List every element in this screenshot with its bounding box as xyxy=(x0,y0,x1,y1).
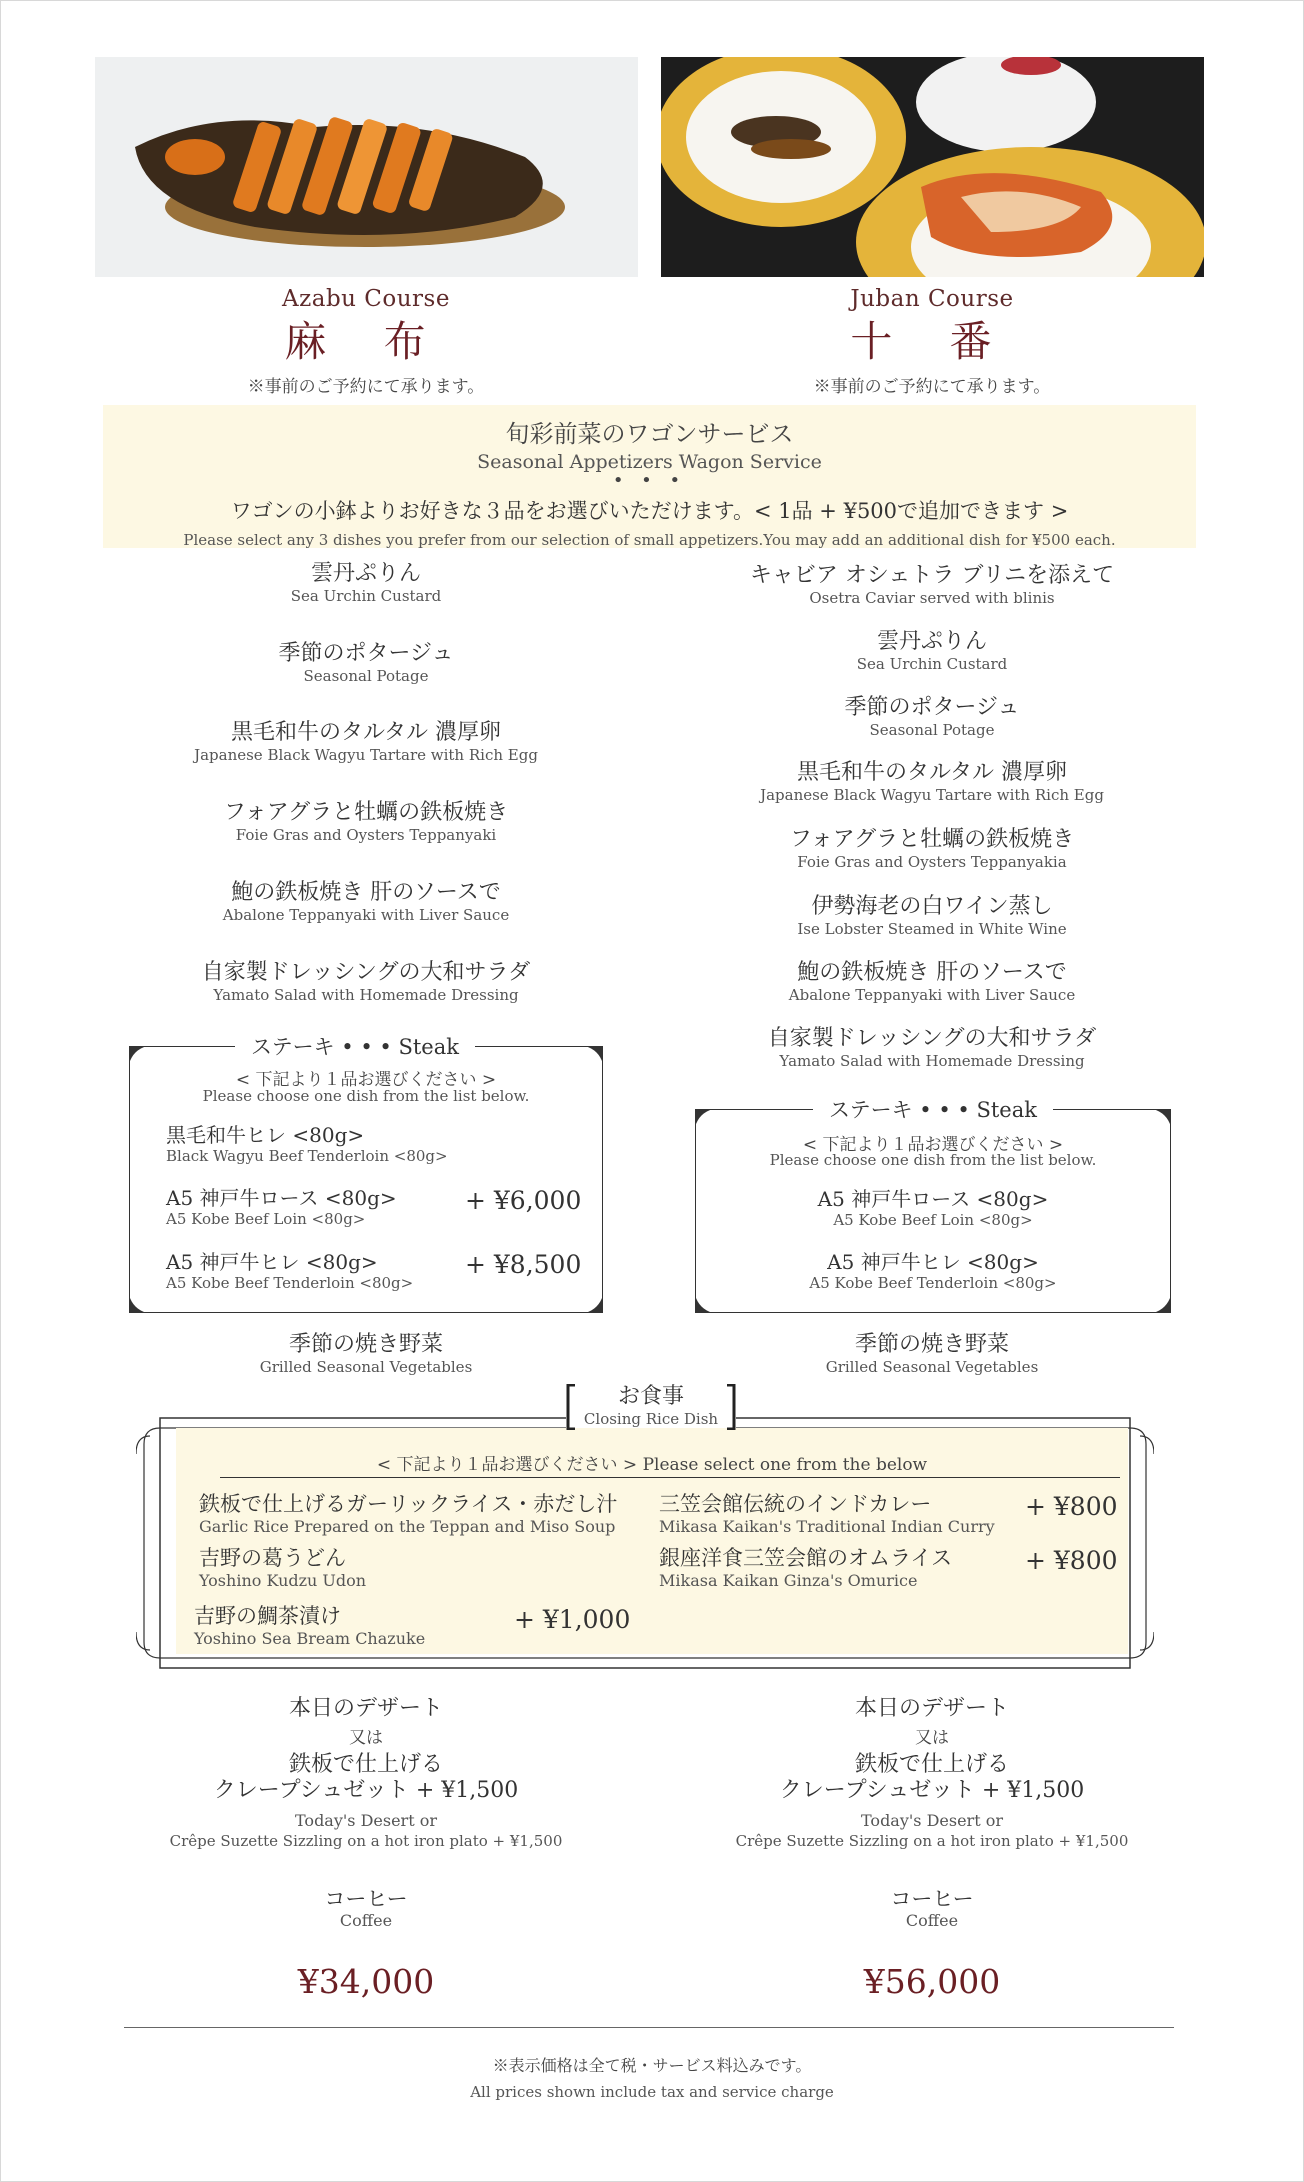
item-en: Foie Gras and Oysters Teppanyaki xyxy=(235,826,497,844)
item-en: Coffee xyxy=(905,1911,959,1930)
steak-item xyxy=(166,1250,413,1292)
footer-divider xyxy=(124,2027,1174,2028)
footer-note-en: All prices shown include tax and service charge xyxy=(470,2083,834,2101)
item-en: Coffee xyxy=(339,1911,393,1930)
item-jp: 自家製ドレッシングの大和サラダ xyxy=(767,1026,1097,1051)
item-jp: 三笠会館伝統のインドカレー xyxy=(659,1492,932,1516)
menu-item xyxy=(652,827,1212,871)
juban-steak-box xyxy=(695,1098,1171,1313)
item-jp: 吉野の鯛茶漬け xyxy=(194,1604,341,1628)
corner-ornament xyxy=(129,1295,147,1313)
item-jp: 季節のポタージュ xyxy=(844,695,1020,720)
rice-item xyxy=(659,1492,995,1536)
dessert-block xyxy=(86,1694,646,1851)
item-en: Abalone Teppanyaki with Liver Sauce xyxy=(788,986,1076,1004)
footer-note-jp: ※表示価格は全て税・サービス料込みです。 xyxy=(492,2056,812,2075)
item-jp: 鉄板で仕上げるガーリックライス・赤だし汁 xyxy=(199,1492,618,1516)
menu-item xyxy=(86,641,646,685)
dessert-block xyxy=(652,1694,1212,1851)
item-en: A5 Kobe Beef Loin <80g> xyxy=(166,1210,366,1228)
item-en: A5 Kobe Beef Loin <80g> xyxy=(833,1211,1033,1229)
abalone-photo xyxy=(95,57,638,277)
menu-item xyxy=(652,1026,1212,1070)
rice-title-en: Closing Rice Dish xyxy=(583,1410,719,1428)
item-en: Yoshino Kudzu Udon xyxy=(199,1571,367,1590)
azabu-steak-box xyxy=(129,1035,603,1313)
item-jp: コーヒー xyxy=(890,1887,974,1911)
wagon-desc-jp: ワゴンの小鉢よりお好きな３品をお選びいただけます。< 1品 + ¥500で追加できます > xyxy=(230,499,1069,523)
item-jp: A5 神戸牛ロース <80g> xyxy=(817,1187,1049,1211)
course-price: ¥56,000 xyxy=(863,1962,1001,2001)
item-jp: 黒毛和牛のタルタル 濃厚卵 xyxy=(796,760,1068,785)
item-en: Sea Urchin Custard xyxy=(290,587,442,605)
dessert-line: クレープシュゼット + ¥1,500 xyxy=(779,1778,1085,1803)
item-jp: フォアグラと牡蠣の鉄板焼き xyxy=(789,827,1075,852)
course-plates-photo xyxy=(661,57,1204,277)
dessert-line: クレープシュゼット + ¥1,500 xyxy=(213,1778,519,1803)
menu-item xyxy=(652,563,1212,607)
corner-ornament xyxy=(1153,1109,1171,1127)
course-name-en: Juban Course xyxy=(850,286,1014,312)
coffee-item xyxy=(652,1887,1212,1930)
item-en: Osetra Caviar served with blinis xyxy=(809,589,1055,607)
item-en: Grilled Seasonal Vegetables xyxy=(259,1358,473,1376)
item-jp: 季節の焼き野菜 xyxy=(288,1332,443,1357)
item-jp: A5 神戸牛ヒレ <80g> xyxy=(827,1250,1039,1274)
corner-ornament xyxy=(695,1295,713,1313)
steak-note-en: Please choose one dish from the list below. xyxy=(202,1087,530,1105)
item-jp: 伊勢海老の白ワイン蒸し xyxy=(811,894,1053,919)
menu-item xyxy=(652,695,1212,739)
coffee-item xyxy=(86,1887,646,1930)
corner-ornament xyxy=(1153,1295,1171,1313)
wagon-desc-en: Please select any 3 dishes you prefer from our selection of small appetizers.You may add an additional dish for ¥500 each. xyxy=(183,531,1116,549)
item-en: Sea Urchin Custard xyxy=(856,655,1008,673)
rice-item xyxy=(659,1546,952,1590)
dessert-line: 本日のデザート xyxy=(288,1696,443,1721)
menu-item xyxy=(652,894,1212,938)
item-en: Yamato Salad with Homemade Dressing xyxy=(213,986,519,1004)
wagon-dots: • • • xyxy=(612,470,687,491)
course-name-en: Azabu Course xyxy=(282,286,450,312)
item-en: Mikasa Kaikan Ginza's Omurice xyxy=(659,1571,918,1590)
item-jp: キャビア オシェトラ ブリニを添えて xyxy=(749,563,1115,588)
juban-course-header xyxy=(652,286,1212,397)
steak-title: ステーキ • • • Steak xyxy=(813,1094,1053,1124)
reservation-note: ※事前のご予約にて承ります。 xyxy=(247,377,485,397)
item-en: Japanese Black Wagyu Tartare with Rich Egg xyxy=(760,786,1104,804)
rice-price: + ¥800 xyxy=(1025,1546,1118,1575)
item-jp: 銀座洋食三笠会館のオムライス xyxy=(659,1546,953,1570)
item-jp: 季節のポタージュ xyxy=(278,641,454,666)
corner-ornament xyxy=(585,1295,603,1313)
dessert-line: Today's Desert or xyxy=(295,1811,437,1830)
wagon-service-band xyxy=(103,405,1196,548)
item-en: Foie Gras and Oysters Teppanyakia xyxy=(797,853,1067,871)
steak-item xyxy=(166,1123,448,1165)
rice-note: < 下記より１品お選びください > Please select one from the below xyxy=(376,1455,928,1475)
item-en: A5 Kobe Beef Tenderloin <80g> xyxy=(166,1274,414,1292)
item-jp: A5 神戸牛ロース <80g> xyxy=(166,1186,397,1210)
item-jp: 季節の焼き野菜 xyxy=(854,1332,1009,1357)
menu-item xyxy=(86,960,646,1004)
rice-price: + ¥1,000 xyxy=(514,1605,631,1634)
item-jp: 黒毛和牛のタルタル 濃厚卵 xyxy=(230,720,502,745)
item-en: Grilled Seasonal Vegetables xyxy=(825,1358,1039,1376)
steak-note-jp: < 下記より１品お選びください > xyxy=(802,1135,1064,1155)
item-jp: コーヒー xyxy=(324,1887,408,1911)
course-name-jp: 十 番 xyxy=(850,317,1014,366)
steak-price: + ¥6,000 xyxy=(465,1186,582,1215)
item-en: Seasonal Potage xyxy=(869,721,995,739)
corner-ornament xyxy=(695,1109,713,1127)
steak-note-jp: < 下記より１品お選びください > xyxy=(235,1070,497,1090)
item-jp: 雲丹ぷりん xyxy=(876,629,987,654)
steak-price: + ¥8,500 xyxy=(465,1250,582,1279)
steak-title: ステーキ • • • Steak xyxy=(235,1031,475,1061)
steak-note-en: Please choose one dish from the list below. xyxy=(769,1151,1097,1169)
item-en: Japanese Black Wagyu Tartare with Rich Egg xyxy=(194,746,538,764)
item-en: Ise Lobster Steamed in White Wine xyxy=(797,920,1067,938)
dessert-line: 鉄板で仕上げる xyxy=(854,1752,1009,1777)
menu-item xyxy=(86,561,646,605)
rice-divider xyxy=(220,1477,1120,1478)
item-en: Yoshino Sea Bream Chazuke xyxy=(194,1629,426,1648)
item-jp: 鮑の鉄板焼き 肝のソースで xyxy=(231,880,501,905)
rice-item xyxy=(199,1492,617,1536)
wagon-title-jp: 旬彩前菜のワゴンサービス xyxy=(505,420,794,448)
dessert-line: Today's Desert or xyxy=(861,1811,1003,1830)
dessert-line: 又は xyxy=(915,1728,949,1748)
dessert-line: 本日のデザート xyxy=(854,1696,1009,1721)
menu-item xyxy=(652,629,1212,673)
dessert-line: 又は xyxy=(349,1728,383,1748)
menu-item xyxy=(652,960,1212,1004)
dessert-line: Crêpe Suzette Sizzling on a hot iron plato + ¥1,500 xyxy=(735,1832,1129,1850)
item-jp: 吉野の葛うどん xyxy=(199,1546,346,1570)
course-name-jp: 麻 布 xyxy=(284,317,448,366)
steak-item xyxy=(696,1250,1170,1292)
item-en: Yamato Salad with Homemade Dressing xyxy=(779,1052,1085,1070)
bracket-left-icon xyxy=(566,1384,576,1430)
menu-item xyxy=(652,760,1212,804)
steak-item xyxy=(696,1187,1170,1229)
rice-item xyxy=(194,1604,425,1648)
vegetables-item xyxy=(86,1332,646,1376)
rice-title-jp: お食事 xyxy=(617,1384,684,1409)
item-en: Black Wagyu Beef Tenderloin <80g> xyxy=(166,1147,448,1165)
item-jp: フォアグラと牡蠣の鉄板焼き xyxy=(223,800,509,825)
bracket-right-icon xyxy=(726,1384,736,1430)
course-price: ¥34,000 xyxy=(297,1962,435,2001)
wagon-title-en: Seasonal Appetizers Wagon Service xyxy=(477,451,822,473)
corner-ornament xyxy=(129,1046,147,1064)
dessert-line: Crêpe Suzette Sizzling on a hot iron plato + ¥1,500 xyxy=(169,1832,563,1850)
item-en: Seasonal Potage xyxy=(303,667,429,685)
azabu-course-header xyxy=(86,286,646,397)
item-jp: 自家製ドレッシングの大和サラダ xyxy=(201,960,531,985)
rice-title xyxy=(566,1384,736,1428)
menu-item xyxy=(86,800,646,844)
reservation-note: ※事前のご予約にて承ります。 xyxy=(813,377,1051,397)
dessert-line: 鉄板で仕上げる xyxy=(288,1752,443,1777)
item-en: Garlic Rice Prepared on the Teppan and Miso Soup xyxy=(199,1517,616,1536)
menu-item xyxy=(86,880,646,924)
rice-item xyxy=(199,1546,366,1590)
item-jp: 雲丹ぷりん xyxy=(310,561,421,586)
item-jp: 黒毛和牛ヒレ <80g> xyxy=(166,1123,365,1147)
item-en: Abalone Teppanyaki with Liver Sauce xyxy=(222,906,510,924)
item-en: Mikasa Kaikan's Traditional Indian Curry xyxy=(659,1517,995,1536)
steak-item xyxy=(166,1186,397,1228)
item-jp: A5 神戸牛ヒレ <80g> xyxy=(166,1250,378,1274)
rice-price: + ¥800 xyxy=(1025,1492,1118,1521)
item-jp: 鮑の鉄板焼き 肝のソースで xyxy=(797,960,1067,985)
menu-item xyxy=(86,720,646,764)
vegetables-item xyxy=(652,1332,1212,1376)
corner-ornament xyxy=(585,1046,603,1064)
item-en: A5 Kobe Beef Tenderloin <80g> xyxy=(809,1274,1057,1292)
